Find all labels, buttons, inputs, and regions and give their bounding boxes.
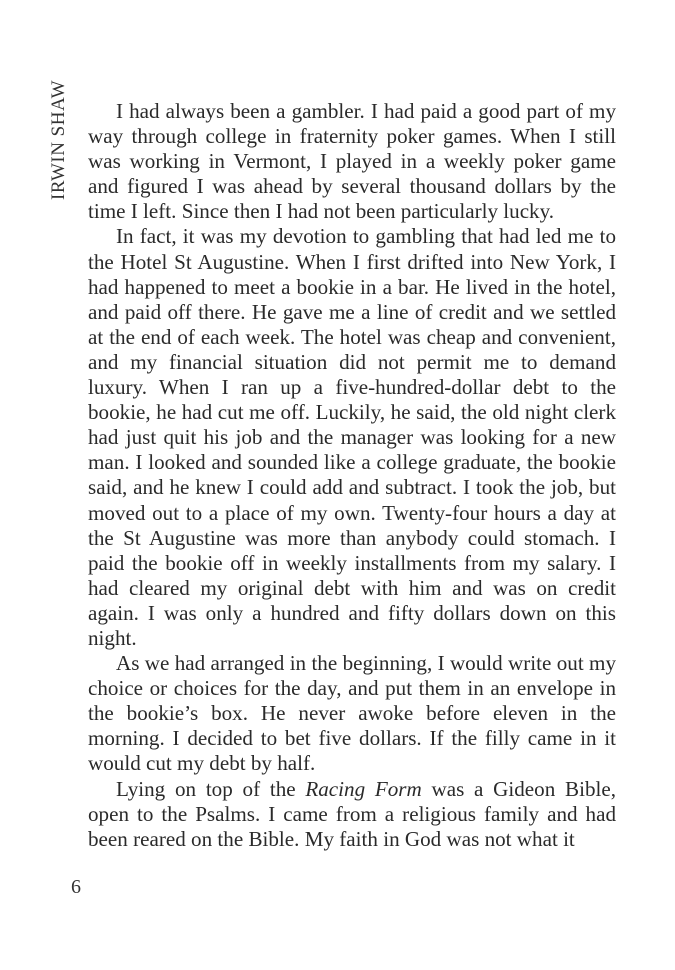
- running-head-author: IRWIN SHAW: [48, 80, 69, 201]
- body-text: [88, 99, 616, 852]
- paragraph-4-after: was a Gideon Bible, open to the Psalms. I came from a religious family and had been reared on the Bible. My faith in God was not what it: [88, 776, 616, 851]
- paragraph-1: I had always been a gambler. I had paid a good part of my way through college in fraternity poker games. When I still was working in Vermont, I played in a weekly poker game and figured I was ahead by several thousand dollars by the time I left. Since then I had not been particularly lucky.: [88, 99, 616, 224]
- paragraph-3: As we had arranged in the beginning, I would write out my choice or choices for the day, and put them in an envelope in the bookie’s box. He never awoke before eleven in the morning. I decided to bet five dollars. If the filly came in it would cut my debt by half.: [88, 651, 616, 776]
- paragraph-4: [88, 777, 616, 852]
- paragraph-4-before: Lying on top of the: [116, 776, 306, 801]
- book-title-racing-form: Racing Form: [305, 776, 422, 801]
- paragraph-2: In fact, it was my devotion to gambling that had led me to the Hotel St Augustine. When I first drifted into New York, I had happened to meet a bookie in a bar. He lived in the hotel, and paid off there. He gave me a line of credit and we settled at the end of each week. The hotel was cheap and convenient, and my financial situation did not permit me to demand luxury. When I ran up a five-hundred-dollar debt to the bookie, he had cut me off. Luckily, he said, the old night clerk had just quit his job and the manager was looking for a new man. I looked and sounded like a college graduate, the bookie said, and he knew I could add and subtract. I took the job, but moved out to a place of my own. Twenty-four hours a day at the St Augustine was more than anybody could stomach. I paid the bookie off in weekly installments from my salary. I had cleared my original debt with him and was on credit again. I was only a hundred and fifty dollars down on this night.: [88, 224, 616, 650]
- page-number: 6: [71, 876, 81, 898]
